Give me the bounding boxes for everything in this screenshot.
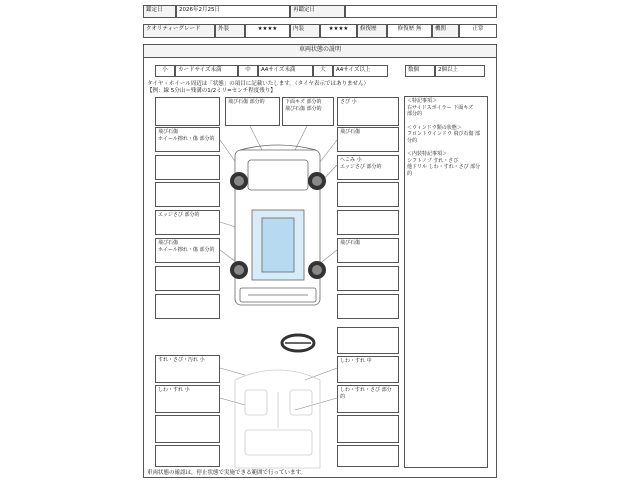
- legend-small: 小: [155, 65, 175, 77]
- note-line2: 【例：線 5分山＝残溝の1/2ミリ=センチ程度残り】: [147, 88, 276, 94]
- callout-left1: 飛び石傷 ホイール擦れ・傷 部分的: [155, 127, 220, 152]
- mileage-label: 修復歴: [357, 24, 387, 38]
- callout-left5: 飛び石傷 ホイール擦れ・傷 部分的: [155, 238, 220, 263]
- exterior-label: 外装: [215, 24, 245, 38]
- exterior-stars: ★★★★: [245, 24, 290, 38]
- callout-right4: 飛び石傷: [337, 238, 399, 263]
- window-detail: フロントウインドウ 飛び石傷 部分的: [407, 131, 481, 144]
- legend-large: 大: [313, 65, 333, 77]
- legend-count: 数個: [405, 65, 435, 77]
- legend-count-desc: 2個以上: [435, 65, 485, 77]
- quality-grade-label: クオリティーグレード: [143, 24, 215, 38]
- interior-label: 内装: [290, 24, 320, 38]
- special-notes-heading: ＜特記事項＞: [407, 98, 438, 104]
- note-line1: タイヤ・ホイール周辺は「状態」の項目に記載いたします。（タイヤ表示ではありません）: [147, 81, 369, 87]
- callout-int-left2: しわ・すれ 小: [155, 385, 220, 413]
- inspection-date-label: 鑑定日: [143, 5, 176, 18]
- callout-top4: さび 小: [337, 97, 399, 126]
- special-notes-detail: 右サイドスポイラー 下面キズ 部分的: [407, 104, 474, 117]
- interior-notes-heading: ＜内装特記事項＞: [407, 151, 448, 157]
- interior-notes-detail: シフトノブ すれ・さび 他ドリル しわ・すれ・さび 部分的: [407, 157, 481, 177]
- callout-top2: 飛び石傷 部分的: [225, 97, 280, 126]
- reinspection-label: 再鑑定日: [290, 5, 345, 18]
- legend-large-desc: A4サイズ以上: [333, 65, 388, 77]
- callout-left4: エッジさび 部分的: [155, 210, 220, 235]
- callout-int-right2: しわ・すれ 中: [337, 356, 399, 383]
- callout-int-right3: しわ・すれ・さび 部分的: [337, 385, 399, 413]
- section-title: 車両状態の説明: [143, 44, 497, 58]
- window-heading: ＜ウィンドウ類の状態＞: [407, 124, 462, 131]
- legend-medium: 中: [238, 65, 258, 77]
- engine-value: 正常: [459, 24, 497, 38]
- callout-top3: 下面キズ 部分的 飛び石傷 部分的: [282, 97, 334, 126]
- inspection-date-value: 2026年2月25日: [176, 5, 290, 18]
- steering-wheel-icon: [282, 335, 314, 351]
- callout-right2: へこみ 小 エッジさび 部分的: [337, 155, 399, 180]
- callout-right1: 飛び石傷: [337, 127, 399, 152]
- interior-stars: ★★★★: [320, 24, 357, 38]
- legend-small-desc: カードサイズ未満: [175, 65, 238, 77]
- legend-medium-desc: A4サイズ未満: [258, 65, 313, 77]
- engine-label: 機関: [432, 24, 459, 38]
- footer-note: 車両状態の確認は，停止状態で実施できる範囲で行っています。: [147, 470, 307, 476]
- callout-int-left1: すれ・さび・汚れ 小: [155, 355, 220, 383]
- repair-history-value: 修復歴 無: [387, 24, 432, 38]
